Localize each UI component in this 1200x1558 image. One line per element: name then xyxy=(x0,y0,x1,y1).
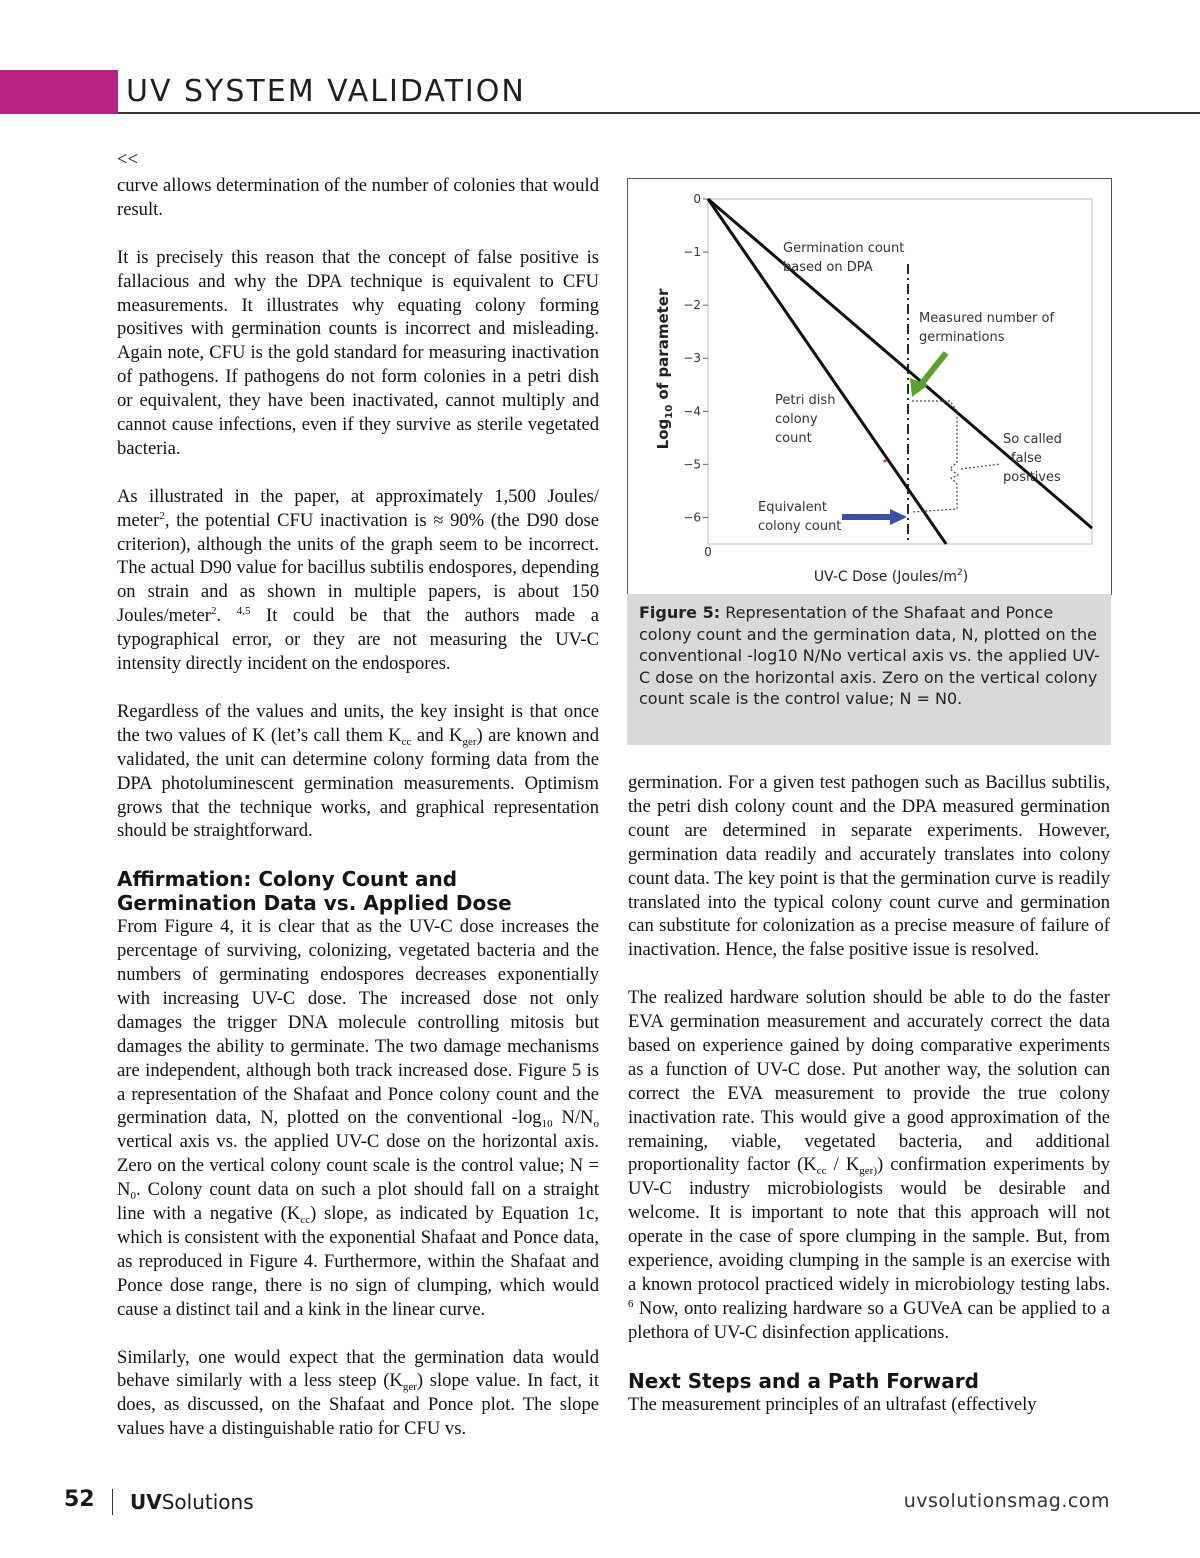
caption-text: Representation of the Shafaat and Ponce colony count and the germination data, N, plotted on the conventional -log10 N/No vertical axis vs. the applied UV-C dose on the horizontal axis. Zero on the vertical colony count scale is the control value; N = N0. xyxy=(639,603,1100,709)
y-axis-ticks xyxy=(683,192,708,524)
paragraph: germination. For a given test pathogen such as Bacillus subtilis, the petri dish colony count and the DPA measured germination count are determined in separate experiments. However, germination data readily and accurately translates into colony count data. The key point is that the germination curve is readily translated into the typical colony count curve and germination can substitute for colonization as a precise measure of failure of inactivation. Hence, the false positive issue is resolved. xyxy=(628,772,1110,961)
y-tick-label: −4 xyxy=(683,404,701,419)
paragraph: The measurement principles of an ultrafast (effectively xyxy=(628,1393,1037,1415)
red-dot xyxy=(884,460,887,463)
x-axis-label: UV-C Dose $(Joules/m^2)$ xyxy=(813,568,969,585)
footer-divider xyxy=(112,1489,113,1515)
y-tick-label: −3 xyxy=(683,351,701,366)
page-number: 52 xyxy=(64,1487,95,1512)
annotation-petri: Petri dish colony count xyxy=(775,393,836,446)
y-axis-label: Log$_{10}$ of parameter xyxy=(654,288,675,450)
header-accent-bar xyxy=(0,70,118,114)
y-tick-label: −6 xyxy=(683,510,701,525)
figure-5 xyxy=(627,178,1112,595)
right-column xyxy=(628,771,1110,1417)
paragraph: It is precisely this reason that the concept of false positive is fallacious and why the DPA technique is equivalent to CFU measurements. It illustrates why equating colony forming positives with germination counts is incorrect and misleading. Again note, CFU is the gold standard for measuring inactivation of pathogens. If pathogens do not form colonies in a petri dish or equivalent, they have been inactivated, cannot multiply and cannot cause infections, even if they survive as sterile vegetated bacteria. xyxy=(117,246,599,459)
paragraph: The realized hardware solution should be able to do the faster EVA germination measurement and accurately correct the data based on experience gained by doing comparative experiments as a function of UV-C dose. Put another way, the solution can correct the EVA measurement to provide the true colony inactivation rate. This would give a good approximation of the remaining, viable, vegetated bacteria, and additional proportionality factor $(K_{cc} / K_{ger)})$ confirmation experiments by UV-C industry microbiologists would be desirable and welcome. It is important to note that this approach will not operate in the case of spore clumping in the sample. But, from experience, avoiding clumping in the sample is an exercise with a known protocol practiced widely in microbiology testing labs. $^6$ Now, onto realizing hardware so a GUVeA can be applied to a plethora of UV-C disinfection applications. xyxy=(628,987,1110,1343)
annotation-measured: Measured number of germinations xyxy=(919,311,1055,345)
annotation-false-positives: So called false positives xyxy=(1003,432,1062,485)
x-zero-label: 0 xyxy=(704,545,712,559)
annotation-equivalent: Equivalent colony count xyxy=(758,500,842,534)
paragraph: curve allows determination of the number of colonies that would result. xyxy=(117,175,599,220)
header-divider xyxy=(118,112,1200,114)
y-tick-label: 0 xyxy=(693,192,701,206)
figure-5-chart xyxy=(628,179,1111,594)
section-heading: Next Steps and a Path Forward xyxy=(628,1368,979,1393)
caption-label: Figure 5: xyxy=(639,603,721,622)
continued-mark: << xyxy=(117,149,138,170)
publication-brand: UVSolutions xyxy=(130,1490,254,1514)
paragraph: From Figure 4, it is clear that as the UV-C dose increases the percentage of surviving, colonizing, vegetated bacteria and the numbers of germinating endospores decreases exponentially with increasing UV-C dose. The increased dose not only damages the trigger DNA molecule controlling mitosis but damages the ability to germinate. The two damage mechanisms are independent, although both track increased dose. Figure 5 is a representation of the Shafaat and Ponce colony count and the germination data, N, plotted on the conventional $-\log_{10}$ $N/N_o$ vertical axis vs. the applied UV-C dose on the horizontal axis. Zero on the vertical colony count scale is the control value; $N = N_0$. Colony count data on such a plot should fall on a straight line with a negative $(K_{cc})$ slope, as indicated by Equation 1c, which is consistent with the exponential Shafaat and Ponce data, as reproduced in Figure 4. Furthermore, within the Shafaat and Ponce dose range, there is no sign of clumping, which would cause a distinct tail and a kink in the linear curve. xyxy=(117,916,599,1320)
y-tick-label: −1 xyxy=(683,245,701,260)
paragraph: Similarly, one would expect that the germination data would behave similarly with a less steep $(K_{ger})$ slope value. In fact, it does, as discussed, on the Shafaat and Ponce plot. The slope values have a distinguishable ratio for CFU vs. xyxy=(117,1346,599,1440)
paragraph: As illustrated in the paper, at approximately 1,500 Joules/ meter$^2$, the potential CFU inactivation is ≈ 90% (the D90 dose criterion), although the units of the graph seem to be incorrect. The actual D90 value for bacillus subtilis endospores, depending on strain and as shown in multiple papers, is about 150 Joules/meter$^2$. $^{4,5}$ It could be that the authors made a typographical error, or they are not measuring the UV-C intensity directly incident on the endospores. xyxy=(117,485,600,675)
y-tick-label: −5 xyxy=(683,457,701,472)
annotation-germination: Germination count based on DPA xyxy=(783,241,905,275)
figure-caption xyxy=(627,594,1111,745)
section-title: UV SYSTEM VALIDATION xyxy=(126,74,526,109)
paragraph: Regardless of the values and units, the key insight is that once the two values of K (let’s call them $K_{cc}$ and $K_{ger}$) are known and validated, the unit can determine colony forming data from the DPA photoluminescent germination measurements. Optimism grows that the technique works, and graphical representation should be straightforward. xyxy=(117,700,599,842)
publication-url: uvsolutionsmag.com xyxy=(903,1490,1110,1512)
section-heading: Affirmation: Colony Count and Germination Data vs. Applied Dose xyxy=(117,867,512,916)
y-tick-label: −2 xyxy=(683,298,701,313)
left-column xyxy=(117,150,599,1441)
